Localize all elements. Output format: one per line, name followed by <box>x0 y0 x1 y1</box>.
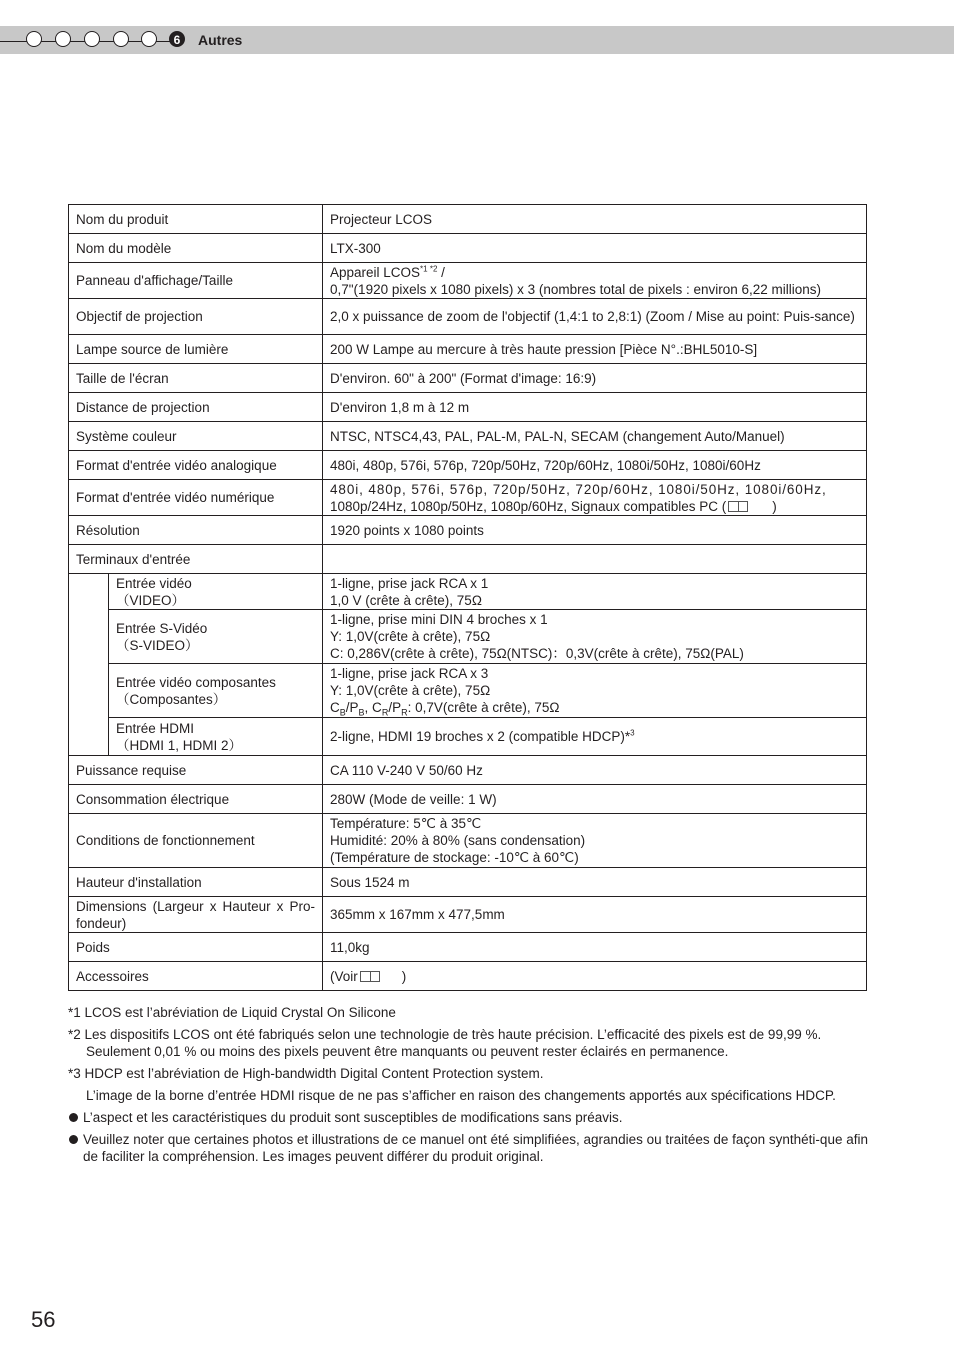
chapter-circle-icon <box>26 31 42 47</box>
value-text: , C <box>364 700 382 715</box>
footnotes <box>68 1004 878 1170</box>
value-line: 2-ligne, HDMI 19 broches x 2 (compatible HDCP)* <box>330 729 631 744</box>
value-text: : 0,7V(crête à crête), 75Ω <box>407 700 560 715</box>
spec-label: Résolution <box>69 516 323 545</box>
chapter-circle-icon <box>84 31 100 47</box>
spec-label: Distance de projection <box>69 393 323 422</box>
spec-label: Lampe source de lumière <box>69 335 323 364</box>
page-number: 56 <box>31 1307 56 1332</box>
footnote-1: *1 LCOS est l’abréviation de Liquid Crystal On Silicone <box>68 1005 396 1020</box>
value-line: 1080p/24Hz, 1080p/50Hz, 1080p/60Hz, Signaux compatibles PC ( <box>330 498 727 514</box>
spec-label: Consommation électrique <box>69 785 323 814</box>
bullet-text: L’aspect et les caractéristiques du produit sont susceptibles de modifications sans préavis. <box>83 1110 623 1125</box>
table-row <box>69 263 867 299</box>
spec-value: LTX-300 <box>323 234 867 263</box>
book-reference-icon <box>728 501 748 512</box>
spec-sublabel <box>109 718 323 756</box>
spec-table <box>68 204 867 991</box>
spec-label: Nom du produit <box>69 205 323 234</box>
value-text: (Voir <box>330 968 358 984</box>
table-row <box>69 574 867 610</box>
subscript: B <box>358 707 365 718</box>
spec-value: D'environ 1,8 m à 12 m <box>323 393 867 422</box>
sublabel-line: Entrée S-Vidéo <box>116 620 208 636</box>
spec-value: Projecteur LCOS <box>323 205 867 234</box>
value-text: ) <box>401 968 407 984</box>
sublabel-line: Entrée vidéo <box>116 575 192 591</box>
table-row <box>69 664 867 718</box>
value-text: /P <box>388 700 402 715</box>
sublabel-line: Entrée vidéo composantes <box>116 674 276 690</box>
table-row <box>69 364 867 393</box>
spec-value: 480i, 480p, 576i, 576p, 720p/50Hz, 720p/60Hz, 1080i/50Hz, 1080i/60Hz <box>323 451 867 480</box>
subscript: R <box>401 707 408 718</box>
value-line: Température: 5℃ à 35℃ <box>330 816 482 831</box>
value-line: 1,0 V (crête à crête), 75Ω <box>330 592 482 608</box>
spec-label: Objectif de projection <box>69 299 323 335</box>
footnote-line: *2 Les dispositifs LCOS ont été fabriqués selon une technologie de très haute précision. L’efficacité des pixels est de 99,99 %. <box>68 1027 822 1042</box>
footnote-line: Seulement 0,01 % ou moins des pixels peuvent être manquants ou peuvent rester éclairés en permanence. <box>86 1044 729 1059</box>
value-line: 1-ligne, prise jack RCA x 1 <box>330 575 489 591</box>
spec-value <box>323 545 867 574</box>
table-row <box>69 234 867 263</box>
bullet-dot-icon <box>69 1113 78 1122</box>
table-row <box>69 545 867 574</box>
spec-value: Sous 1524 m <box>323 868 867 897</box>
table-row <box>69 299 867 335</box>
spec-value: 200 W Lampe au mercure à très haute pression [Pièce N°.:BHL5010-S] <box>323 335 867 364</box>
spec-label: Hauteur d'installation <box>69 868 323 897</box>
spec-value: 365mm x 167mm x 477,5mm <box>323 897 867 933</box>
table-row <box>69 422 867 451</box>
spec-label: Format d'entrée vidéo numérique <box>69 480 323 516</box>
footnote-ref: *1 *2 <box>420 264 438 273</box>
spec-sublabel <box>109 664 323 718</box>
chapter-circle-icon <box>113 31 129 47</box>
table-row <box>69 516 867 545</box>
chapter-title: Autres <box>198 32 243 48</box>
value-line: 1-ligne, prise jack RCA x 3 <box>330 666 489 681</box>
spec-value: 11,0kg <box>323 933 867 962</box>
table-row <box>69 718 867 756</box>
sublabel-line: Entrée HDMI <box>116 720 195 736</box>
spec-label: Puissance requise <box>69 756 323 785</box>
spec-value <box>323 814 867 868</box>
spec-label: Système couleur <box>69 422 323 451</box>
spec-label: Poids <box>69 933 323 962</box>
value-line: (Température de stockage: -10℃ à 60℃) <box>330 850 579 865</box>
sublabel-line: （S-VIDEO） <box>116 637 199 653</box>
spec-value: 1920 points x 1080 points <box>323 516 867 545</box>
table-row <box>69 756 867 785</box>
chapter-circle-icon <box>55 31 71 47</box>
value-line: 1-ligne, prise mini DIN 4 broches x 1 <box>330 612 548 627</box>
footnote-3: *3 HDCP est l’abréviation de High-bandwidth Digital Content Protection system. <box>68 1066 544 1081</box>
spec-value: CA 110 V-240 V 50/60 Hz <box>323 756 867 785</box>
spec-label: Panneau d'affichage/Taille <box>69 263 323 299</box>
bullet-note <box>68 1131 878 1165</box>
table-row <box>69 933 867 962</box>
spec-sublabel <box>109 610 323 664</box>
value-line: Y: 1,0V(crête à crête), 75Ω <box>330 683 491 698</box>
spec-label: Taille de l'écran <box>69 364 323 393</box>
spec-value <box>323 263 867 299</box>
value-line: 0,7"(1920 pixels x 1080 pixels) x 3 (nombres total de pixels : environ 6,22 millions) <box>330 281 822 297</box>
spec-value <box>323 718 867 756</box>
table-row <box>69 868 867 897</box>
table-row <box>69 335 867 364</box>
table-row <box>69 451 867 480</box>
spec-value: NTSC, NTSC4,43, PAL, PAL-M, PAL-N, SECAM (changement Auto/Manuel) <box>323 422 867 451</box>
table-row <box>69 897 867 933</box>
chapter-number-badge: 6 <box>169 31 185 47</box>
sublabel-line: （VIDEO） <box>116 592 186 608</box>
spec-value <box>323 610 867 664</box>
table-row <box>69 480 867 516</box>
footnote-ref: 3 <box>630 728 635 738</box>
spec-value: 280W (Mode de veille: 1 W) <box>323 785 867 814</box>
spec-value <box>323 480 867 516</box>
spec-sublabel <box>109 574 323 610</box>
spec-label: Nom du modèle <box>69 234 323 263</box>
footnote-2 <box>68 1026 878 1060</box>
value-line: C: 0,286V(crête à crête), 75Ω(NTSC)：0,3V(crête à crête), 75Ω(PAL) <box>330 646 744 661</box>
table-row <box>69 610 867 664</box>
subscript: B <box>339 707 346 718</box>
table-row <box>69 785 867 814</box>
spec-label: Accessoires <box>69 962 323 991</box>
bullet-text: Veuillez noter que certaines photos et illustrations de ce manuel ont été simplifiées, agrandies ou traitées de façon synthéti-que afin de faciliter la compréhension. Les images peuvent différer du produit original. <box>83 1132 868 1164</box>
table-row <box>69 814 867 868</box>
table-row <box>69 393 867 422</box>
spec-value <box>323 664 867 718</box>
sublabel-line: （HDMI 1, HDMI 2） <box>116 737 243 753</box>
spec-label: Format d'entrée vidéo analogique <box>69 451 323 480</box>
spec-value <box>323 574 867 610</box>
bullet-note <box>68 1109 878 1126</box>
spec-label: Dimensions (Largeur x Hauteur x Pro-fondeur) <box>69 897 323 933</box>
sublabel-line: （Composantes） <box>116 691 227 707</box>
spec-label: Terminaux d'entrée <box>69 545 323 574</box>
value-line: 480i, 480p, 576i, 576p, 720p/50Hz, 720p/60Hz, 1080i/50Hz, 1080i/60Hz, <box>330 481 827 497</box>
indent-spacer <box>69 574 109 756</box>
value-line: / <box>437 264 445 280</box>
value-text: C <box>330 700 340 715</box>
spec-label: Conditions de fonctionnement <box>69 814 323 868</box>
value-text: /P <box>345 700 359 715</box>
value-line <box>330 700 560 718</box>
spec-value <box>323 962 867 991</box>
value-line: Y: 1,0V(crête à crête), 75Ω <box>330 629 491 644</box>
subscript: R <box>381 707 389 718</box>
value-line: Appareil LCOS <box>330 264 421 280</box>
spec-value: 2,0 x puissance de zoom de l'objectif (1,4:1 to 2,8:1) (Zoom / Mise au point: Puis-sance) <box>323 299 867 335</box>
table-row <box>69 205 867 234</box>
table-row <box>69 962 867 991</box>
spec-value: D'environ. 60" à 200" (Format d'image: 16:9) <box>323 364 867 393</box>
bullet-dot-icon <box>69 1135 78 1144</box>
chapter-circle-icon <box>141 31 157 47</box>
hdmi-note: L’image de la borne d’entrée HDMI risque de ne pas s’afficher en raison des changements apportés aux spécifications HDCP. <box>86 1088 836 1103</box>
value-line: ) <box>772 498 777 514</box>
value-line: Humidité: 20% à 80% (sans condensation) <box>330 833 586 848</box>
book-reference-icon <box>360 971 380 982</box>
